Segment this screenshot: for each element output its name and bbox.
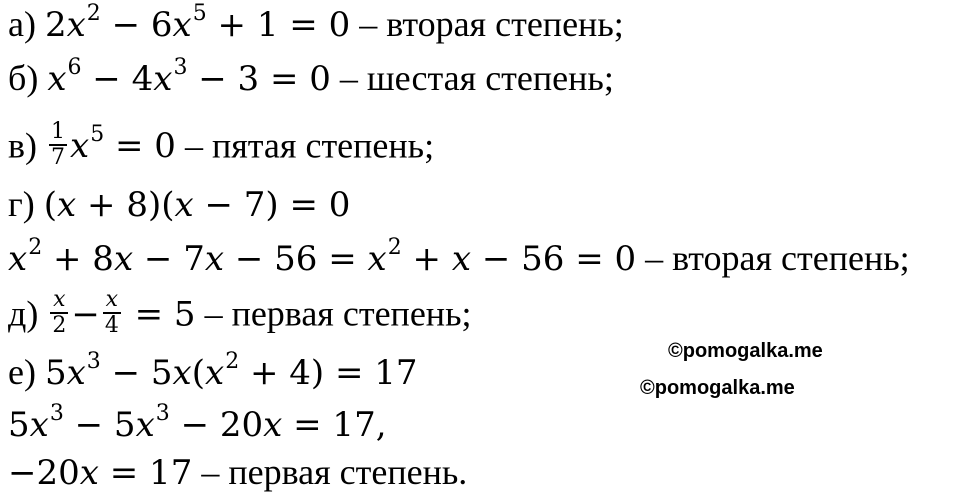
solution-line-d [8,287,472,342]
math-exponent: 3 [155,401,170,427]
fraction-x-over-2 [50,288,68,338]
equation [44,349,418,393]
item-label: б) [8,58,48,98]
math-token: − 5 [63,405,136,445]
item-label: г) [8,184,44,224]
item-label: д) [8,293,48,334]
degree-text: – первая степень; [195,293,472,334]
equation [8,401,387,445]
math-exponent: 2 [387,235,402,261]
solution-line-e-result [8,452,467,493]
math-token: 5 [44,353,67,393]
math-variable: x [205,353,225,393]
equation [47,55,331,99]
math-variable: x [79,453,99,493]
math-token: 5 [8,405,30,445]
fraction-denominator: 2 [52,313,67,338]
math-variable: x [263,405,283,445]
math-token: − 20 [169,405,264,445]
math-token: = 5 [123,294,196,335]
math-exponent: 2 [86,1,101,27]
solution-line-a [8,1,624,45]
fraction-numerator: x [103,288,121,314]
math-token: − 56 = [224,239,368,279]
math-variable: x [66,5,86,45]
math-variable: x [47,59,67,99]
math-token: − 6 [100,5,173,45]
equation [44,185,351,225]
math-exponent: 5 [90,122,105,148]
math-token: − 5 [100,353,173,393]
fraction-denominator: 4 [104,313,119,338]
math-variable: x [172,353,192,393]
item-label: в) [8,125,46,166]
math-variable: x [135,405,155,445]
solution-line-v [8,119,435,174]
math-token: + [401,239,452,279]
math-token: ( [43,185,58,225]
math-token: + 1 = 0 [206,5,351,45]
fraction-numerator: x [50,288,68,314]
fraction-x-over-4 [103,288,121,338]
math-token: − 4 [81,59,154,99]
math-exponent: 6 [67,55,82,81]
solution-line-e [8,349,418,393]
watermark-text: ©pomogalka.me [668,340,823,362]
degree-text: – первая степень. [192,452,468,492]
math-token: − 7) = 0 [193,185,351,225]
math-variable: x [66,353,86,393]
math-variable: x [8,239,28,279]
math-exponent: 3 [173,55,188,81]
degree-text: – шестая степень; [330,58,614,98]
math-variable: x [451,239,472,279]
math-token: − 7 [133,239,205,279]
solution-line-g-expansion [8,235,910,279]
math-exponent: 3 [49,401,64,427]
equation [70,122,176,167]
fraction-one-seventh [49,120,67,170]
math-token: = 17 [98,453,193,493]
math-variable: x [172,5,192,45]
math-token: − 3 = 0 [187,59,331,99]
math-token: = 17, [282,405,387,445]
minus-sign: − [71,294,100,335]
math-variable: x [29,405,49,445]
math-token: 2 [44,5,67,45]
math-exponent: 2 [28,235,43,261]
math-token: = 0 [104,126,176,167]
watermark-text: ©pomogalka.me [640,377,795,399]
math-exponent: 2 [225,349,240,375]
math-token: ( [191,353,205,393]
solution-line-e-step [8,401,387,445]
degree-text: – вторая степень; [636,238,910,278]
equation [44,1,351,45]
math-variable: x [70,126,90,167]
math-variable: x [204,239,225,279]
math-variable: x [174,185,194,225]
math-exponent: 3 [86,349,101,375]
math-token: + 4) = 17 [239,353,418,393]
math-exponent: 5 [192,1,207,27]
math-variable: x [57,185,77,225]
fraction-denominator: 7 [51,145,65,170]
math-token: + 8)( [76,185,175,225]
equation [124,294,196,334]
degree-text: – вторая степень; [350,4,624,44]
degree-text: – пятая степень; [175,125,435,166]
fraction-numerator: 1 [51,119,65,144]
math-token: −20 [8,453,80,493]
solution-line-b [8,55,614,99]
math-variable: x [367,239,387,279]
item-label: е) [8,352,45,392]
math-token: − 56 = 0 [471,239,637,279]
item-label: а) [8,4,45,44]
solution-line-g [8,184,350,225]
math-variable: x [113,239,134,279]
math-variable: x [153,59,173,99]
equation [8,453,192,493]
math-token: + 8 [42,239,114,279]
equation [8,235,637,279]
